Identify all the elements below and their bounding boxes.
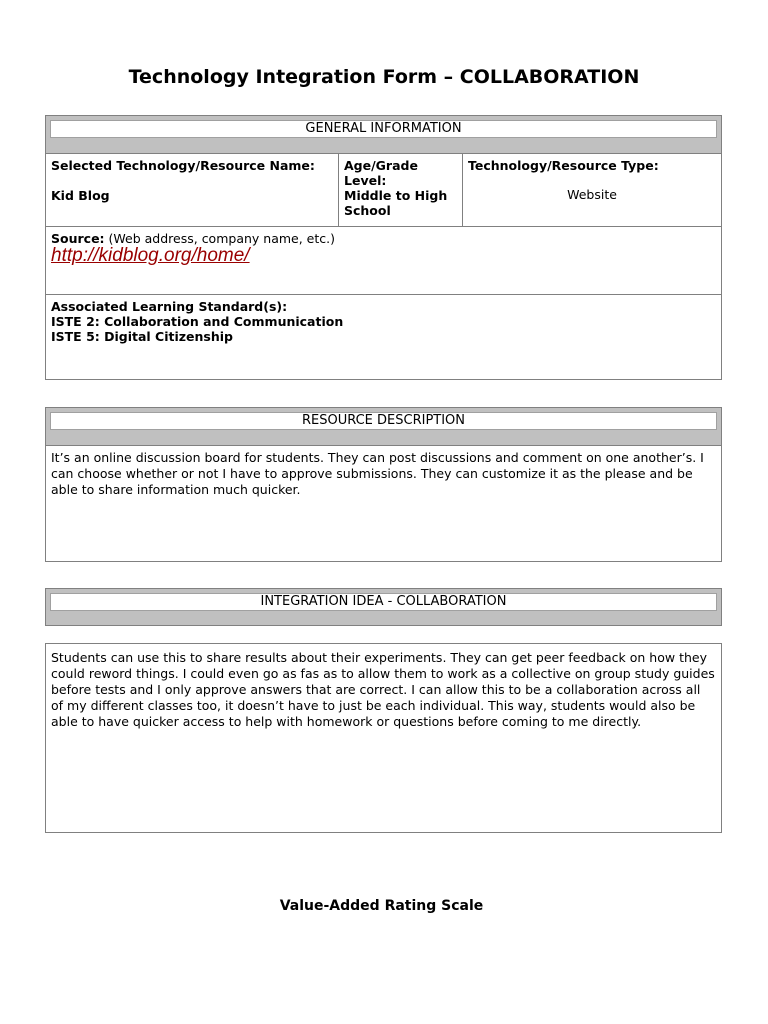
resource-type-cell <box>463 154 721 226</box>
tech-name-cell <box>46 154 339 226</box>
standard-item: ISTE 2: Collaboration and Communication <box>51 314 344 329</box>
source-label: Source: <box>51 231 105 246</box>
age-grade-label: Age/Grade Level: <box>344 158 418 188</box>
source-hint: (Web address, company name, etc.) <box>108 231 335 246</box>
standards-cell <box>46 295 721 380</box>
integration-idea-text-box <box>45 643 722 833</box>
source-line <box>51 231 716 246</box>
technology-row <box>46 153 721 226</box>
resource-type-label: Technology/Resource Type: <box>468 158 659 173</box>
standards-row <box>46 294 721 380</box>
general-information-section <box>45 115 722 380</box>
section-header <box>46 589 721 625</box>
tech-name-label: Selected Technology/Resource Name: <box>51 158 315 173</box>
age-grade-cell <box>339 154 463 226</box>
integration-idea-header-box <box>45 588 722 626</box>
section-header <box>46 408 721 445</box>
source-cell <box>46 227 721 294</box>
rating-scale-heading: Value-Added Rating Scale <box>279 898 484 914</box>
standard-item: ISTE 5: Digital Citizenship <box>51 329 234 344</box>
standards-label: Associated Learning Standard(s): <box>51 299 288 314</box>
section-header-label: INTEGRATION IDEA - COLLABORATION <box>50 593 717 611</box>
page-title: Technology Integration Form – COLLABORATION <box>128 66 640 88</box>
resource-description-text: It’s an online discussion board for students. They can post discussions and comment on one another’s. I can choose whether or not I have to approve submissions. They can customize it as the please and be able to share information much quicker. <box>51 450 704 497</box>
resource-description-section <box>45 407 722 562</box>
section-header <box>46 116 721 153</box>
integration-idea-text: Students can use this to share results about their experiments. They can get peer feedback on how they could reword things. I could even go as fas as to allow them to work as a collective on group study guides before tests and I only approve answers that are correct. I can allow this to be a collaboration across all of my different classes too, it doesn’t have to just be each individual. This way, students would also be able to have quicker access to help with homework or questions before coming to me directly. <box>51 650 715 729</box>
source-row <box>46 226 721 294</box>
section-header-label: GENERAL INFORMATION <box>50 120 717 138</box>
resource-description-row <box>46 445 721 561</box>
source-link[interactable]: http://kidblog.org/home/ <box>51 245 250 266</box>
resource-type-value: Website <box>567 187 617 202</box>
age-grade-value: Middle to High School <box>344 188 448 218</box>
section-header-label: RESOURCE DESCRIPTION <box>50 412 717 430</box>
tech-name-value: Kid Blog <box>51 188 110 203</box>
